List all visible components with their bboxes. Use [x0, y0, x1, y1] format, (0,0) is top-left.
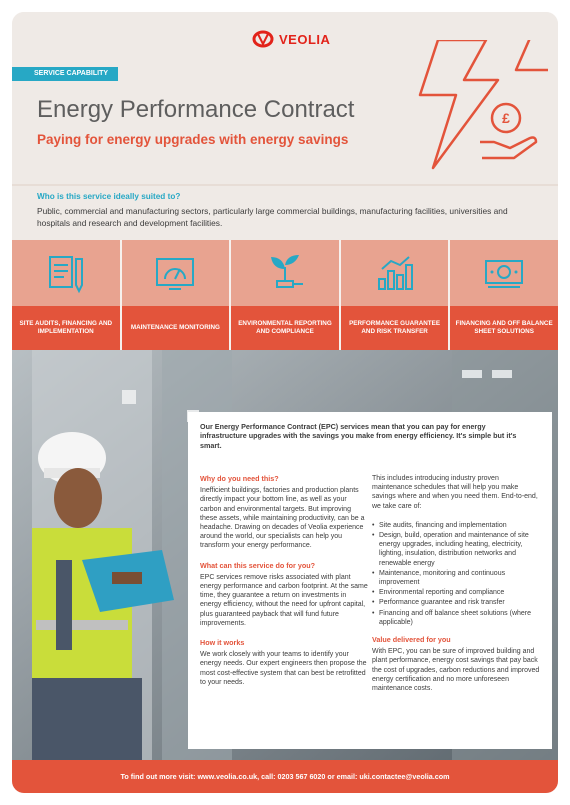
list-item: • Design, build, operation and maintenance of site energy upgrades, including heating, electricity, lighting, insulation, distribution networks and renewable energy — [372, 531, 540, 568]
brand-name: VEOLIA — [279, 31, 331, 47]
monitor-gauge-icon — [153, 251, 197, 295]
capability-label: PERFORMANCE GUARANTEE AND RISK TRANSFER — [349, 320, 441, 335]
how-heading: How it works — [200, 638, 245, 648]
why-heading: Why do you need this? — [200, 474, 279, 483]
footer — [12, 760, 558, 793]
capability-financing — [450, 240, 558, 350]
capability-performance — [341, 240, 451, 350]
capability-maintenance — [122, 240, 232, 350]
capability-label: MAINTENANCE MONITORING — [130, 324, 220, 331]
why-text: Inefficient buildings, factories and production plants directly impact your bottom line, as well as your carbon and environmental targets. But improving these assets, while maintaining productivity, can be a headache. Drawing on decades of Veolia experience around the world, our specialists can help you transform your energy performance. — [200, 487, 365, 550]
who-heading: Who is this service ideally suited to? — [37, 192, 181, 201]
header — [12, 12, 558, 182]
page-title: Energy Performance Contract — [37, 96, 355, 123]
value-text: With EPC, you can be sure of improved building and plant performance, energy cost savings that pay back the cost of upgrades, carbon reductions and improved energy certification and no more unforeseen maintenance costs. — [372, 648, 540, 693]
list-item: • Environmental reporting and compliance — [372, 588, 540, 597]
list-item: • Financing and off balance sheet solutions (where applicable) — [372, 609, 540, 627]
list-item: • Performance guarantee and risk transfer — [372, 598, 540, 607]
svg-text:£: £ — [502, 110, 510, 126]
who-text: Public, commercial and manufacturing sectors, particularly large commercial buildings, manufacturing facilities, universities and hospitals and research and development facilities. — [37, 206, 508, 228]
capability-environmental — [231, 240, 341, 350]
plant-plug-icon — [263, 251, 307, 295]
banknote-icon — [482, 251, 526, 295]
content-right-column — [372, 474, 540, 703]
intro-text: Our Energy Performance Contract (EPC) services mean that you can pay for energy infrastructure upgrades with the savings you make from energy efficiency. It's simple but it's smart. — [200, 422, 517, 450]
list-item: • Maintenance, monitoring and continuous improvement — [372, 569, 540, 587]
service-capability-tag: SERVICE CAPABILITY — [12, 67, 118, 81]
services-list — [372, 521, 540, 627]
lightning-savings-illustration — [398, 40, 558, 190]
list-item: • Site audits, financing and implementation — [372, 521, 540, 530]
capability-strip — [12, 240, 558, 350]
capability-label: ENVIRONMENTAL REPORTING AND COMPLIANCE — [238, 320, 332, 335]
section-divider — [12, 184, 558, 186]
capability-label: FINANCING AND OFF BALANCE SHEET SOLUTIONS — [455, 320, 553, 335]
page-subtitle: Paying for energy upgrades with energy savings — [37, 132, 349, 147]
includes-text: This includes introducing industry proven maintenance schedules that will help you make savings where and when you need them. End-to-end, we take care of: — [372, 475, 538, 510]
capability-label: SITE AUDITS, FINANCING AND IMPLEMENTATION — [19, 320, 113, 335]
what-heading: What can this service do for you? — [200, 560, 316, 570]
document-page — [12, 12, 558, 793]
capability-site-audits — [12, 240, 122, 350]
how-text: We work closely with your teams to identify your energy needs. Our expert engineers then propose the most cost-effective system that can best be retrofitted to your needs. — [200, 651, 367, 686]
veolia-logo-icon — [252, 30, 274, 48]
brand-logo — [252, 30, 330, 48]
contact-text[interactable]: To find out more visit: www.veolia.co.uk, call: 0203 567 6020 or email: uki.contactee@veolia.com — [120, 772, 450, 781]
bar-chart-icon — [373, 251, 417, 295]
content-left-column — [200, 474, 368, 697]
document-pen-icon — [44, 251, 88, 295]
what-text: EPC services remove risks associated with plant energy performance and carbon footprint. At the same time, they guarantee a return on investments in energy efficiency, without the need for upfront capital, plus guaranteed payback that will fund future improvements. — [200, 573, 368, 627]
content-card — [188, 412, 552, 749]
value-heading: Value delivered for you — [372, 635, 451, 645]
